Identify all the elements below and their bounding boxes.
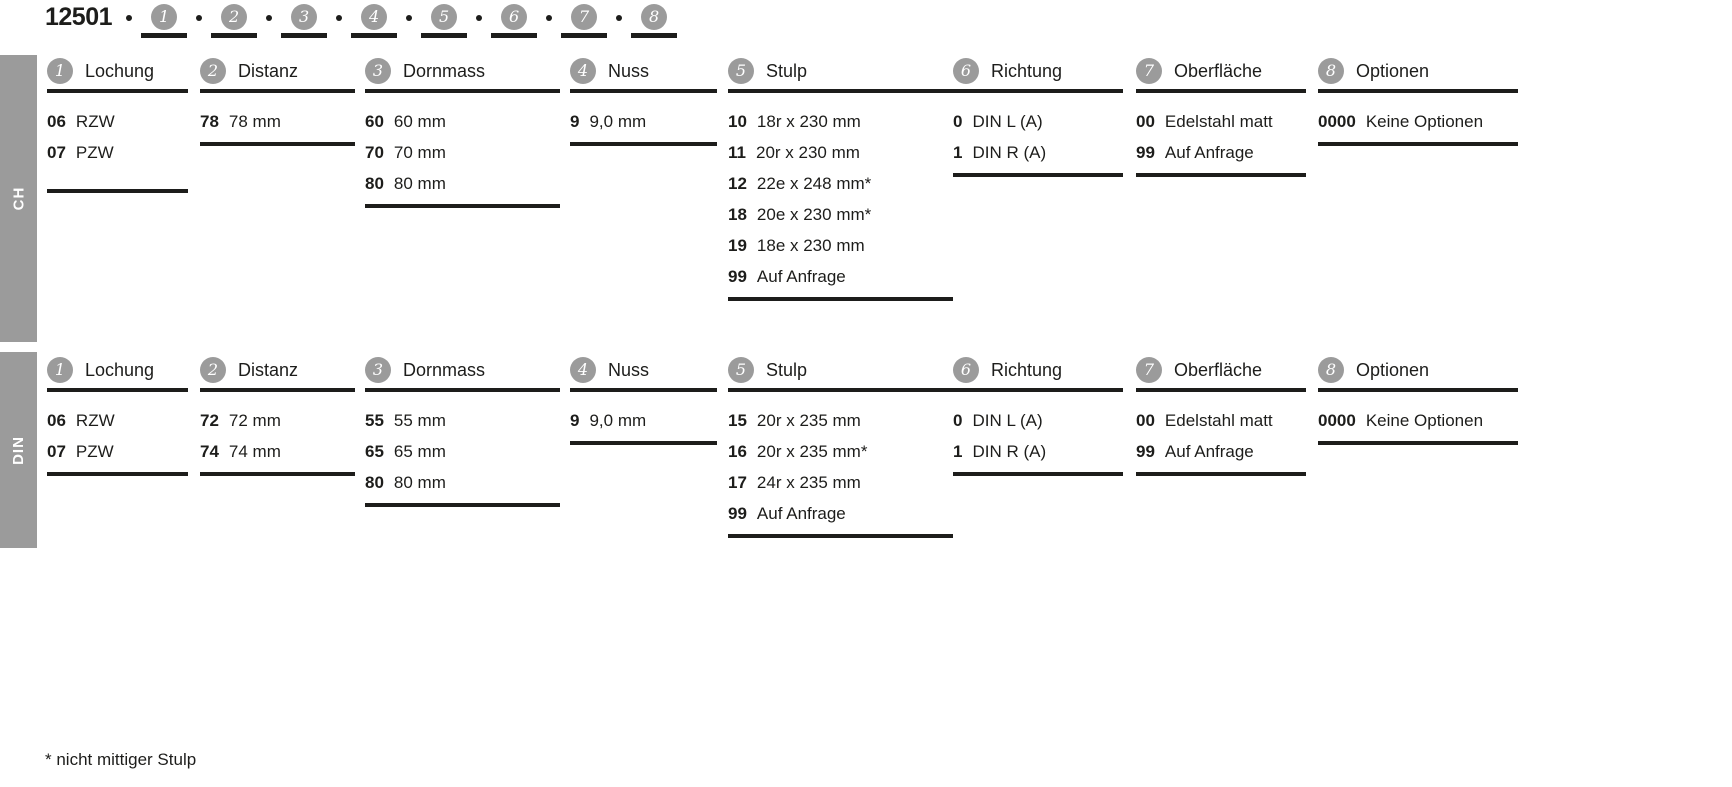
column-number-circle-6: 6 [953,357,979,383]
column-oberfl-che [1136,53,1306,177]
option-row [728,436,953,467]
column-number-circle-5: 5 [728,58,754,84]
option-label: PZW [75,143,114,162]
column-title: Optionen [1356,360,1430,380]
order-code-header [45,4,677,38]
option-code: 07 [47,442,66,461]
option-row [365,405,560,436]
column-title: Dornmass [403,61,486,81]
position-circle-7: 7 [571,4,597,30]
column-number-circle-6: 6 [953,58,979,84]
column-bottom-rule [200,142,355,146]
column-stulp [728,352,953,538]
option-code: 18 [728,205,747,224]
option-row [728,405,953,436]
option-label: 78 mm [228,112,281,131]
option-rows [200,93,355,137]
column-optionen [1318,53,1518,146]
option-rows [1136,93,1306,168]
position-underline [351,33,397,38]
option-label: 55 mm [393,411,446,430]
column-number-circle-4: 4 [570,357,596,383]
option-code: 07 [47,143,66,162]
option-code: 11 [728,143,746,162]
option-rows [1136,392,1306,467]
column-bottom-rule [728,297,953,301]
option-row [728,498,953,529]
separator-dot-icon [336,15,342,21]
option-label: Auf Anfrage [756,267,846,286]
column-title: Lochung [85,360,155,380]
option-row [365,467,560,498]
option-label: 72 mm [228,411,281,430]
option-row [728,168,953,199]
position-circle-8: 8 [641,4,667,30]
column-title: Optionen [1356,61,1430,81]
column-header [365,53,560,89]
section-tab-ch [0,55,37,342]
column-number-circle-3: 3 [365,357,391,383]
option-code: 00 [1136,411,1155,430]
option-rows [570,392,717,436]
column-header [365,352,560,388]
position-underline [421,33,467,38]
column-bottom-rule [1136,173,1306,177]
column-optionen [1318,352,1518,445]
separator-dot-icon [196,15,202,21]
option-code: 00 [1136,112,1155,131]
position-underline [561,33,607,38]
option-row [1136,137,1306,168]
position-group-4 [351,4,397,38]
option-code: 65 [365,442,384,461]
column-title: Stulp [766,61,808,81]
column-number-circle-4: 4 [570,58,596,84]
option-label: 22e x 248 mm* [756,174,872,193]
column-title: Dornmass [403,360,486,380]
column-title: Distanz [238,360,299,380]
position-circle-5: 5 [431,4,457,30]
section-tab-label: DIN [10,435,27,465]
position-circle-2: 2 [221,4,247,30]
option-code: 99 [728,267,747,286]
position-underline [281,33,327,38]
option-code: 12 [728,174,747,193]
column-title: Oberfläche [1174,360,1263,380]
option-rows [570,93,717,137]
option-label: 74 mm [228,442,281,461]
option-row [728,230,953,261]
option-code: 10 [728,112,747,131]
position-circle-4: 4 [361,4,387,30]
column-bottom-rule [728,534,953,538]
option-row [728,261,953,292]
column-number-circle-7: 7 [1136,58,1162,84]
option-label: Auf Anfrage [1164,143,1254,162]
option-rows [200,392,355,467]
option-rows [953,93,1123,168]
option-row [953,436,1123,467]
column-distanz [200,53,355,146]
option-label: Auf Anfrage [756,504,846,523]
column-header [728,53,953,89]
option-row [1318,106,1518,137]
separator-dot-icon [546,15,552,21]
option-row [1136,106,1306,137]
option-row [47,137,188,168]
option-label: 60 mm [393,112,446,131]
column-bottom-rule [953,173,1123,177]
option-label: 80 mm [393,473,446,492]
option-row [47,436,188,467]
option-label: Keine Optionen [1365,411,1484,430]
option-row [200,436,355,467]
option-code: 74 [200,442,219,461]
column-header [1136,53,1306,89]
column-bottom-rule [365,204,560,208]
option-row [953,405,1123,436]
option-label: 20r x 235 mm [756,411,861,430]
option-label: 20r x 230 mm [755,143,860,162]
column-number-circle-2: 2 [200,357,226,383]
column-number-circle-1: 1 [47,58,73,84]
column-nuss [570,53,717,146]
column-nuss [570,352,717,445]
column-stulp [728,53,953,301]
option-row [200,405,355,436]
position-group-7 [561,4,607,38]
option-label: 20e x 230 mm* [756,205,872,224]
position-group-5 [421,4,467,38]
column-bottom-rule [1136,472,1306,476]
column-header [570,352,717,388]
column-bottom-rule [365,503,560,507]
option-code: 9 [570,112,580,131]
section-tab-label: CH [9,186,27,211]
option-row [200,106,355,137]
column-bottom-rule [1318,441,1518,445]
option-label: 20r x 235 mm* [756,442,868,461]
column-title: Richtung [991,360,1063,380]
option-code: 9 [570,411,580,430]
column-richtung [953,53,1123,177]
option-label: 18e x 230 mm [756,236,865,255]
option-rows [728,93,953,292]
column-title: Distanz [238,61,299,81]
column-number-circle-7: 7 [1136,357,1162,383]
column-title: Nuss [608,360,650,380]
section-tab-din [0,352,37,548]
column-number-circle-5: 5 [728,357,754,383]
column-bottom-rule [570,441,717,445]
option-row [1136,405,1306,436]
option-row [365,106,560,137]
option-row [728,106,953,137]
option-label: 24r x 235 mm [756,473,861,492]
position-group-2 [211,4,257,38]
position-group-3 [281,4,327,38]
column-header [47,352,188,388]
option-label: 18r x 230 mm [756,112,861,131]
option-rows [1318,93,1518,137]
option-rows [365,93,560,199]
option-code: 0 [953,411,963,430]
column-header [953,53,1123,89]
option-code: 0 [953,112,963,131]
option-code: 1 [953,143,963,162]
option-label: 70 mm [393,143,446,162]
position-circle-6: 6 [501,4,527,30]
position-underline [211,33,257,38]
option-row [365,436,560,467]
option-rows [728,392,953,529]
option-code: 0000 [1318,411,1356,430]
column-title: Richtung [991,61,1063,81]
option-code: 0000 [1318,112,1356,131]
column-dornmass [365,53,560,208]
column-title: Lochung [85,61,155,81]
column-number-circle-2: 2 [200,58,226,84]
column-dornmass [365,352,560,507]
option-code: 55 [365,411,384,430]
option-row [728,467,953,498]
article-number: 12501 [45,3,113,31]
option-code: 70 [365,143,384,162]
option-code: 99 [1136,143,1155,162]
column-lochung [47,352,188,476]
column-header [1318,352,1518,388]
column-title: Oberfläche [1174,61,1263,81]
option-row [570,405,717,436]
option-rows [365,392,560,498]
option-code: 19 [728,236,747,255]
position-underline [141,33,187,38]
column-header [200,53,355,89]
option-code: 72 [200,411,219,430]
option-rows [953,392,1123,467]
separator-dot-icon [406,15,412,21]
column-header [953,352,1123,388]
option-label: RZW [75,112,115,131]
option-code: 99 [1136,442,1155,461]
option-code: 80 [365,473,384,492]
option-rows [47,93,188,168]
column-bottom-rule [47,189,188,193]
column-bottom-rule [47,472,188,476]
option-rows [47,392,188,467]
option-row [47,106,188,137]
option-row [728,137,953,168]
option-label: Edelstahl matt [1164,112,1273,131]
option-label: DIN L (A) [972,112,1043,131]
column-number-circle-8: 8 [1318,58,1344,84]
option-row [47,405,188,436]
position-group-8 [631,4,677,38]
separator-dot-icon [616,15,622,21]
column-lochung [47,53,188,193]
column-header [200,352,355,388]
option-label: RZW [75,411,115,430]
option-code: 99 [728,504,747,523]
position-underline [491,33,537,38]
option-rows [1318,392,1518,436]
option-row [953,106,1123,137]
column-header [47,53,188,89]
option-label: Keine Optionen [1365,112,1484,131]
position-circle-3: 3 [291,4,317,30]
column-number-circle-3: 3 [365,58,391,84]
column-bottom-rule [570,142,717,146]
option-label: Auf Anfrage [1164,442,1254,461]
position-group-1 [141,4,187,38]
position-circle-1: 1 [151,4,177,30]
option-label: DIN L (A) [972,411,1043,430]
option-label: 9,0 mm [589,112,647,131]
option-label: PZW [75,442,114,461]
column-oberfl-che [1136,352,1306,476]
column-header [570,53,717,89]
option-row [365,137,560,168]
option-row [1318,405,1518,436]
option-code: 1 [953,442,963,461]
option-code: 80 [365,174,384,193]
column-bottom-rule [200,472,355,476]
option-code: 06 [47,112,66,131]
option-row [953,137,1123,168]
option-label: 80 mm [393,174,446,193]
separator-dot-icon [126,15,132,21]
option-code: 15 [728,411,747,430]
option-code: 60 [365,112,384,131]
option-code: 78 [200,112,219,131]
position-underline [631,33,677,38]
option-row [365,168,560,199]
option-label: DIN R (A) [972,143,1047,162]
position-group-6 [491,4,537,38]
option-label: DIN R (A) [972,442,1047,461]
option-row [1136,436,1306,467]
footnote: * nicht mittiger Stulp [45,750,197,769]
option-code: 06 [47,411,66,430]
column-header [1318,53,1518,89]
separator-dot-icon [266,15,272,21]
column-number-circle-1: 1 [47,357,73,383]
column-header [1136,352,1306,388]
option-row [570,106,717,137]
option-code: 16 [728,442,747,461]
column-number-circle-8: 8 [1318,357,1344,383]
column-header [728,352,953,388]
column-bottom-rule [1318,142,1518,146]
column-title: Stulp [766,360,808,380]
separator-dot-icon [476,15,482,21]
column-bottom-rule [953,472,1123,476]
option-label: 9,0 mm [589,411,647,430]
option-label: 65 mm [393,442,446,461]
column-richtung [953,352,1123,476]
column-title: Nuss [608,61,650,81]
option-label: Edelstahl matt [1164,411,1273,430]
option-row [728,199,953,230]
option-code: 17 [728,473,747,492]
column-distanz [200,352,355,476]
